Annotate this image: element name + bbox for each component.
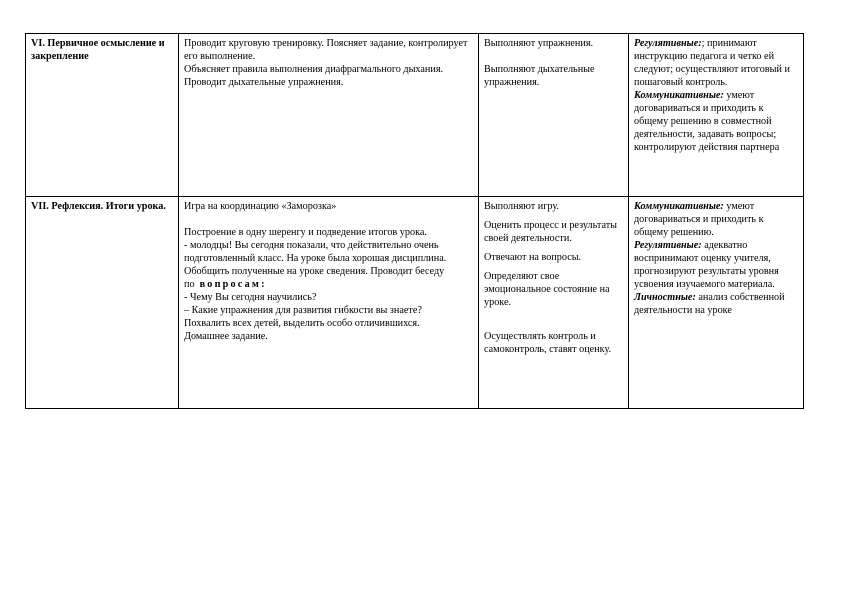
uud-label: Личностные: bbox=[634, 292, 696, 303]
game-title: Игра на координацию «Заморозка» bbox=[184, 201, 337, 212]
teacher-text: Объясняет правила выполнения диафрагмального дыхания. Проводит дыхательные упражнения. bbox=[184, 64, 444, 88]
student-text: Выполняют упражнения. bbox=[484, 38, 594, 49]
stage-cell bbox=[26, 34, 179, 197]
teacher-text: Домашнее задание. bbox=[184, 331, 268, 342]
uud-text: анализ собственной деятельности на уроке bbox=[634, 292, 785, 316]
student-text: Определяют свое эмоциональное состояние на уроке. bbox=[484, 271, 610, 308]
teacher-activity-cell bbox=[179, 197, 479, 409]
uud-label: Регулятивные: bbox=[634, 38, 702, 49]
student-text: Отвечают на вопросы. bbox=[484, 252, 582, 263]
questions-heading: по вопросам: bbox=[184, 279, 267, 290]
student-activity-cell bbox=[479, 197, 629, 409]
uud-label: Коммуникативные: bbox=[634, 90, 724, 101]
student-text: Оценить процесс и результаты своей деятельности. bbox=[484, 220, 618, 244]
uud-label: Регулятивные: bbox=[634, 240, 702, 251]
stage-cell bbox=[26, 197, 179, 409]
question-item: - Чему Вы сегодня научились? bbox=[184, 292, 317, 303]
uud-text: адекватно воспринимают оценку учителя, прогнозируют результаты уровня усвоения изучаемого материала. bbox=[634, 240, 779, 290]
student-text: Осуществлять контроль и самоконтроль, ставят оценку. bbox=[484, 331, 612, 355]
teacher-activity-cell bbox=[179, 34, 479, 197]
stage-title: VII. Рефлексия. Итоги урока. bbox=[31, 201, 166, 212]
table-row bbox=[26, 34, 804, 197]
lesson-plan-table bbox=[25, 33, 804, 409]
uud-text: умеют договариваться и приходить к общему решению в совместной деятельности, задавать вопросы; контролируют действия партнера bbox=[634, 90, 780, 153]
student-text: Выполняют дыхательные упражнения. bbox=[484, 64, 595, 88]
teacher-text: Обобщить полученные на уроке сведения. Проводит беседу bbox=[184, 266, 445, 277]
question-item: – Какие упражнения для развития гибкости вы знаете? bbox=[184, 305, 422, 316]
uud-text: ; принимают инструкцию педагога и четко ей следуют; осуществляют итоговый и пошаговый контроль. bbox=[634, 38, 790, 88]
stage-title: VI. Первичное осмысление и закрепление bbox=[31, 38, 165, 62]
student-text: Выполняют игру. bbox=[484, 201, 559, 212]
uud-cell bbox=[629, 197, 804, 409]
questions-word: вопросам: bbox=[199, 279, 267, 290]
uud-text: умеют договариваться и приходить к общему решению. bbox=[634, 201, 764, 238]
teacher-text: Проводит круговую тренировку. Поясняет задание, контролирует его выполнение. bbox=[184, 38, 468, 62]
uud-item bbox=[634, 89, 799, 154]
uud-label: Коммуникативные: bbox=[634, 201, 724, 212]
teacher-text: Похвалить всех детей, выделить особо отличившихся. bbox=[184, 318, 420, 329]
uud-item bbox=[634, 200, 799, 239]
uud-item bbox=[634, 239, 799, 291]
student-activity-cell bbox=[479, 34, 629, 197]
table-row bbox=[26, 197, 804, 409]
uud-item bbox=[634, 291, 799, 317]
teacher-text: - молодцы! Вы сегодня показали, что действительно очень подготовленный класс. На уроке была хорошая дисциплина. bbox=[184, 240, 447, 264]
uud-cell bbox=[629, 34, 804, 197]
teacher-text: Построение в одну шеренгу и подведение итогов урока. bbox=[184, 227, 427, 238]
uud-item bbox=[634, 37, 799, 89]
